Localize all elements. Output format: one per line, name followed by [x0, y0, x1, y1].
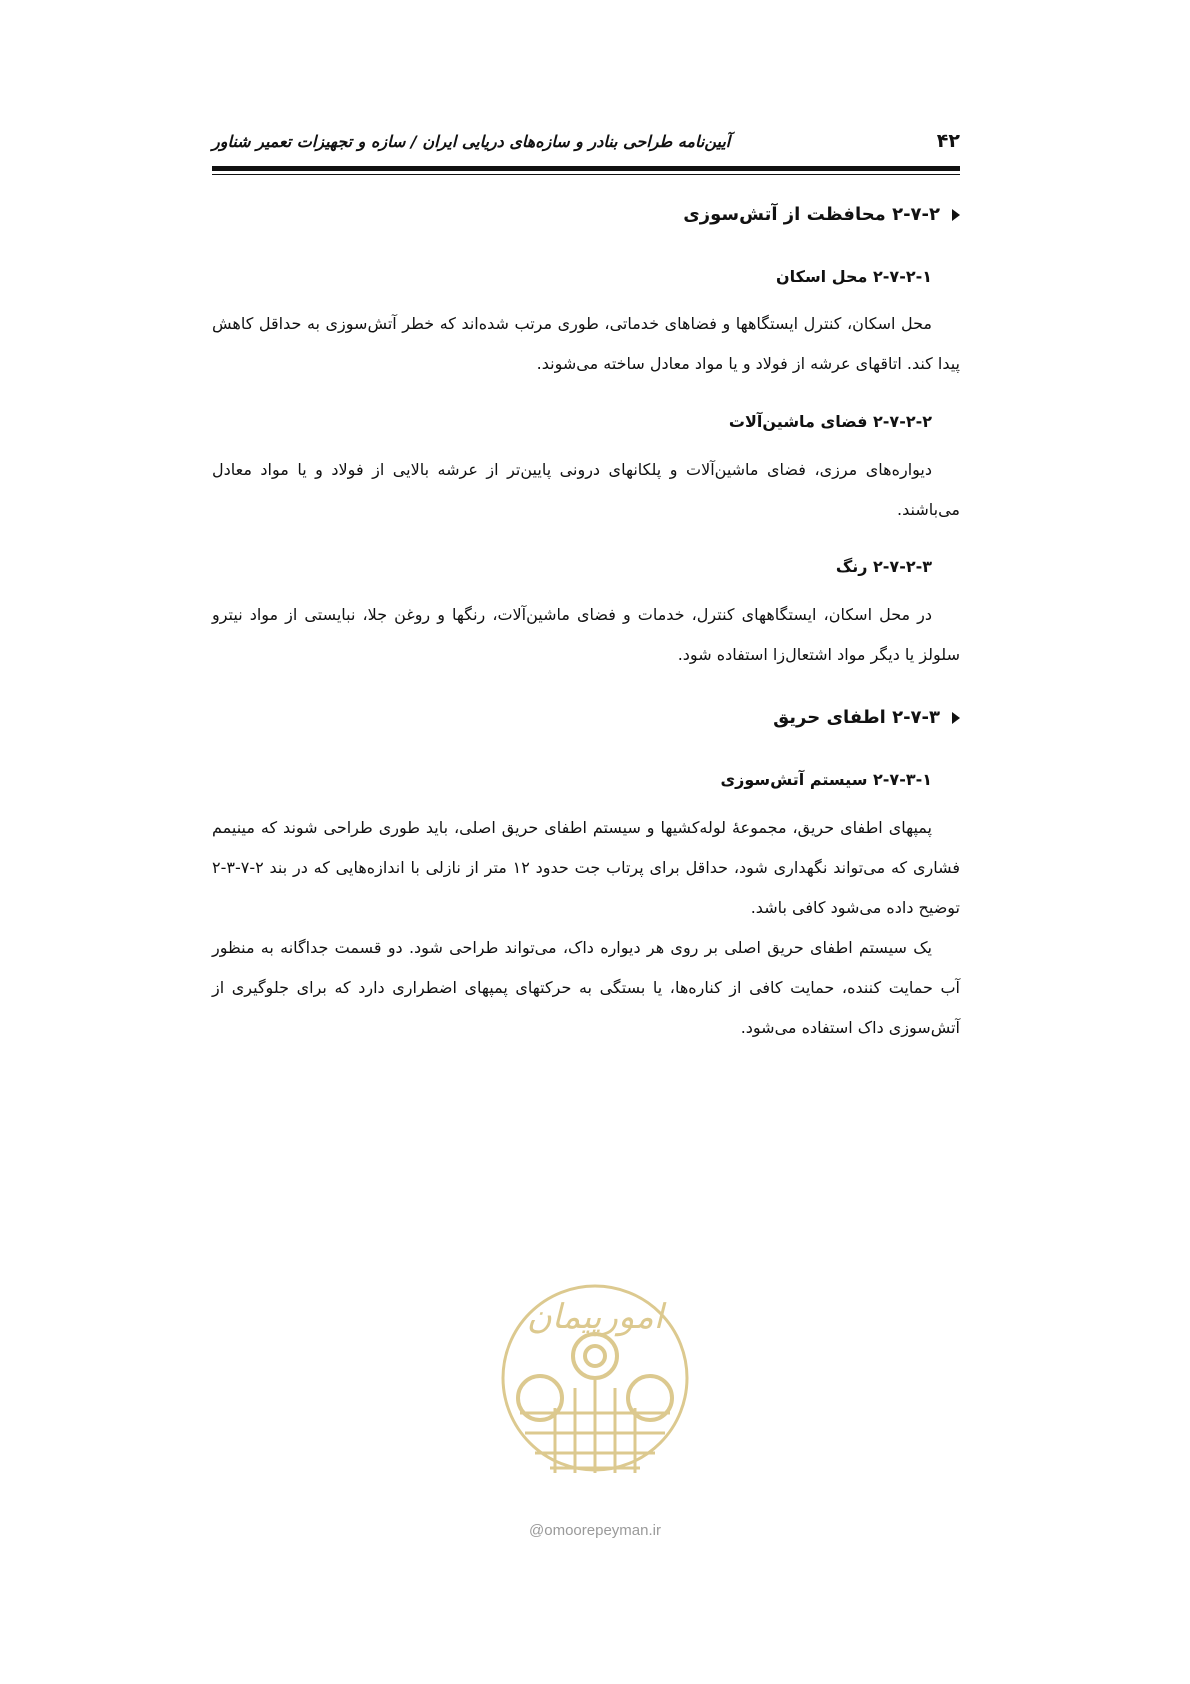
paragraph — [212, 595, 960, 675]
paragraph — [212, 928, 960, 1048]
watermark-url: @omoorepeyman.ir — [529, 1522, 661, 1539]
section-heading — [683, 204, 960, 225]
paragraph-text: محل اسکان، کنترل ایستگاهها و فضاهای خدماتی، طوری مرتب شده‌اند که خطر آتش‌سوزی به حداقل کاهش پیدا کند. اتاقهای عرشه از فولاد و یا مواد معادل ساخته می‌شوند. — [212, 314, 960, 373]
paragraph — [212, 450, 960, 530]
paragraph-text: پمپهای اطفای حریق، مجموعهٔ لوله‌کشیها و سیستم اطفای حریق اصلی، باید طوری طراحی شوند که مینیمم فشاری که می‌تواند نگهداری شود، حداقل برای پرتاب جت حدود ۱۲ متر از نازلی با اندازه‌هایی که در بند ۲-۷-۳-۲ توضیح داده می‌شود کافی باشد. — [212, 818, 960, 917]
grid-icon — [520, 1380, 670, 1473]
section-heading-text: ۲-۷-۳ اطفای حریق — [773, 707, 940, 728]
paragraph — [212, 808, 960, 928]
bullet-triangle-icon — [952, 209, 960, 221]
subsection-heading: ۲-۷-۲-۲ فضای ماشین‌آلات — [728, 412, 932, 431]
subsection-heading: ۲-۷-۳-۱ سیستم آتش‌سوزی — [720, 770, 932, 789]
subsection-heading: ۲-۷-۲-۳ رنگ — [835, 557, 932, 576]
section-heading — [773, 707, 960, 728]
section-heading-text: ۲-۷-۲ محافظت از آتش‌سوزی — [683, 204, 940, 225]
paragraph-text: دیواره‌های مرزی، فضای ماشین‌آلات و پلکانهای درونی پایین‌تر از عرشه بالایی از فولاد و یا مواد معادل می‌باشند. — [212, 460, 960, 519]
paragraph-text: در محل اسکان، ایستگاههای کنترل، خدمات و فضای ماشین‌آلات، رنگها و روغن جلا، نبایستی از مواد نیترو سلولز یا دیگر مواد اشتعال‌زا استفاده شود. — [212, 605, 960, 664]
watermark-logo-text: امورپیمان — [526, 1297, 664, 1337]
bullet-triangle-icon — [952, 712, 960, 724]
paragraph-text: یک سیستم اطفای حریق اصلی بر روی هر دیواره داک، می‌تواند طراحی شود. دو قسمت جداگانه به منظور آب حمایت کننده، حمایت کافی از کناره‌ها، یا بستگی به حرکتهای پمپهای اضطراری دارد که برای جلوگیری از آتش‌سوزی داک استفاده می‌شود. — [212, 938, 960, 1037]
paragraph — [212, 304, 960, 384]
page-number: ۴۲ — [936, 130, 960, 152]
watermark-logo — [495, 1268, 695, 1518]
running-header-title: آیین‌نامه طراحی بنادر و سازه‌های دریایی ایران / سازه و تجهیزات تعمیر شناور — [212, 132, 731, 151]
subsection-heading: ۲-۷-۲-۱ محل اسکان — [775, 267, 932, 286]
